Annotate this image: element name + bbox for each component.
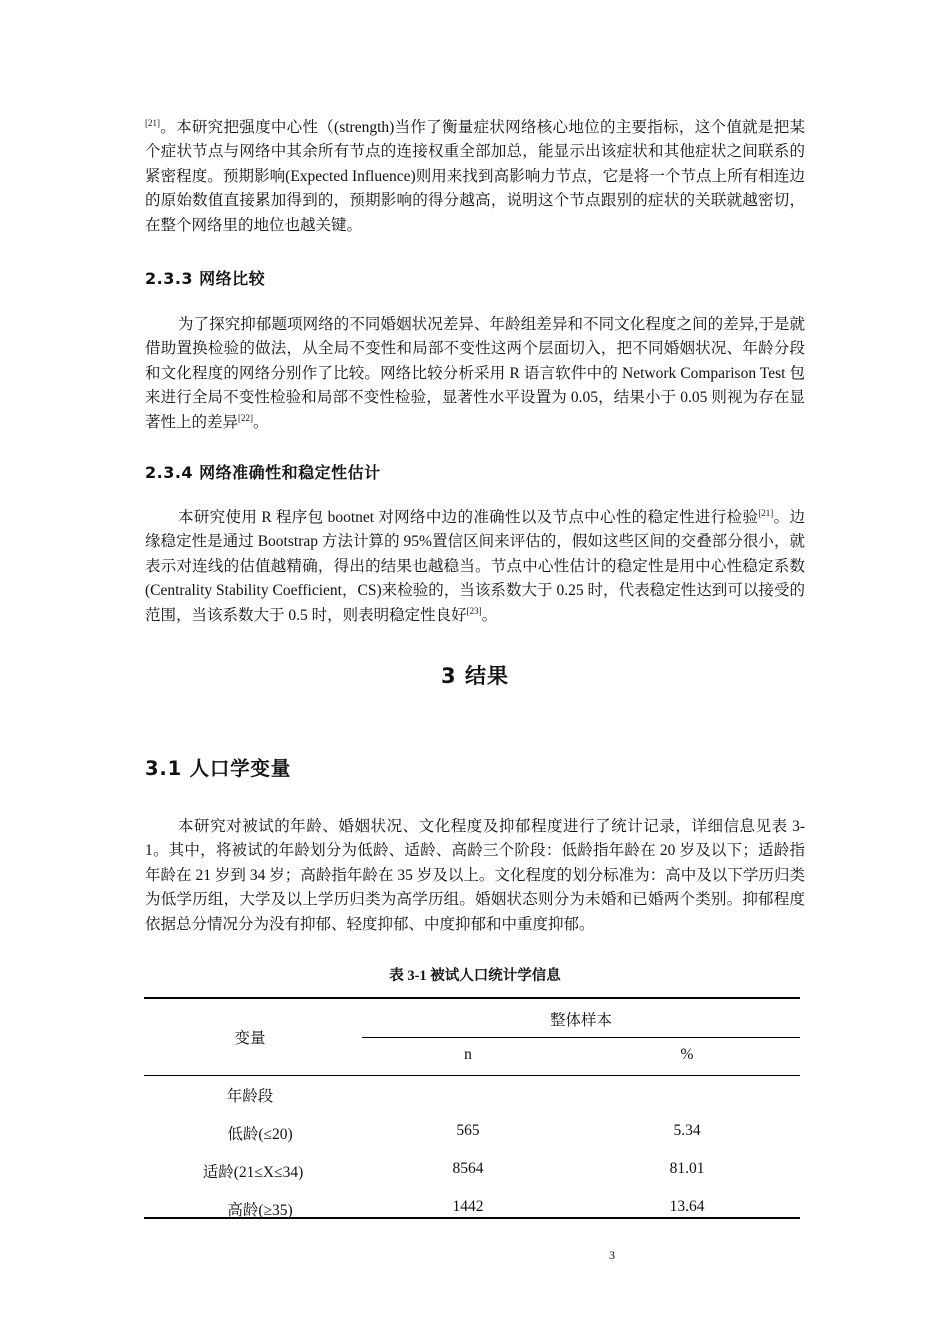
header-n: n	[464, 1046, 472, 1063]
paragraph-accuracy-stability: 本研究使用 R 程序包 bootnet 对网络中边的准确性以及节点中心性的稳定性进行检验[21]。边缘稳定性是通过 Bootstrap 方法计算的 95%置信区间来评估的，假如这些区间的交叠部分很小，就表示对连线的估值越精确，得出的结果也越稳当。节点中心性估计的稳定性是用中心性稳定系数(Centrality Stability Coefficient，CS)来检验的，当该系数大于 0.25 时，代表稳定性达到可以接受的范围，当该系数大于 0.5 时，则表明稳定性良好[23]。	[145, 508, 805, 624]
row-n: 8564	[452, 1160, 484, 1177]
table-group-rule	[362, 1037, 800, 1038]
heading-demographics: 3.1 人口学变量	[145, 757, 292, 780]
page-number: 3	[609, 1248, 615, 1262]
citation-ref: [21]	[145, 118, 160, 128]
header-variable: 变量	[234, 1030, 266, 1047]
row-percent: 81.01	[669, 1160, 705, 1177]
table-top-rule	[144, 997, 800, 999]
row-percent: 5.34	[673, 1122, 701, 1139]
row-n: 1442	[452, 1198, 484, 1215]
table-header-rule	[144, 1075, 800, 1076]
table-caption: 表 3-1 被试人口统计学信息	[389, 968, 561, 984]
citation-ref: [23]	[466, 605, 482, 616]
row-label: 低龄(≤20)	[227, 1126, 293, 1143]
group-row-age: 年龄段	[226, 1088, 274, 1105]
header-percent: %	[680, 1046, 694, 1063]
header-overall-sample: 整体样本	[549, 1012, 612, 1029]
chapter-title: 3 结果	[441, 664, 509, 688]
paragraph-network-comparison: 为了探究抑郁题项网络的不同婚姻状况差异、年龄组差异和不同文化程度之间的差异,于是就借助置换检验的做法，从全局不变性和局部不变性这两个层面切入，把不同婚姻状况、年龄分段和文化程度的网络分别作了比较。网络比较分析采用 R 语言软件中的 Network Comparison Test 包来进行全局不变性检验和局部不变性检验，显著性水平设置为 0.05，结果小于 0.05 则视为存在显著性上的差异[22]。	[145, 316, 805, 431]
paragraph-demographics: 本研究对被试的年龄、婚姻状况、文化程度及抑郁程度进行了统计记录，详细信息见表 3-1。其中，将被试的年龄划分为低龄、适龄、高龄三个阶段：低龄指年龄在 20 岁及以下；适龄指年龄在 21 岁到 34 岁；高龄指年龄在 35 岁及以上。文化程度的划分标准为：高中及以下学历归类为低学历组，大学及以上学历归类为高学历组。婚姻状态则分为未婚和已婚两个类别。抑郁程度依据总分情况分为没有抑郁、轻度抑郁、中度抑郁和中重度抑郁。	[145, 818, 805, 933]
row-percent: 13.64	[669, 1198, 705, 1215]
citation-ref: [21]	[758, 508, 774, 518]
heading-accuracy-stability: 2.3.4 网络准确性和稳定性估计	[145, 463, 381, 482]
paragraph-strength-centrality: [21]。本研究把强度中心性（(strength)当作了衡量症状网络核心地位的主要指标，这个值就是把某个症状节点与网络中其余所有节点的连接权重全部加总，能显示出该症状和其他症状之间联系的紧密程度。预期影响(Expected Influence)则用来找到高影响力节点，它是将一个节点上所有相连边的原始数值直接累加得到的，预期影响的得分越高，说明这个节点跟别的症状的关联就越密切，在整个网络里的地位也越关键。	[145, 118, 805, 234]
row-label: 适龄(21≤X≤34)	[202, 1164, 304, 1181]
citation-ref: [22]	[238, 412, 254, 423]
row-n: 565	[456, 1122, 480, 1139]
heading-network-comparison: 2.3.3 网络比较	[145, 269, 266, 288]
row-label: 高龄(≥35)	[227, 1202, 293, 1219]
